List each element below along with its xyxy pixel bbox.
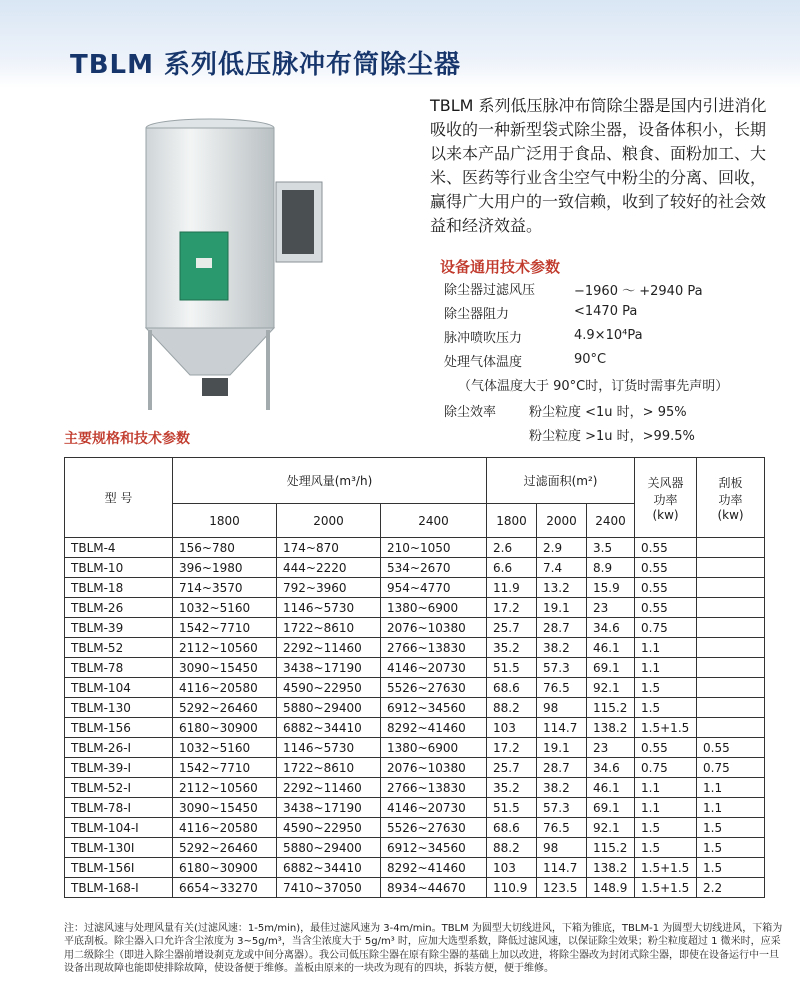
table-cell: TBLM-78 — [65, 658, 173, 678]
table-row — [65, 838, 765, 858]
table-cell: TBLM-156 — [65, 718, 173, 738]
table-cell: 46.1 — [587, 638, 635, 658]
table-cell: 2766~13830 — [381, 778, 487, 798]
table-cell: 0.75 — [635, 618, 697, 638]
table-cell — [697, 598, 765, 618]
table-cell: 23 — [587, 738, 635, 758]
table-cell: 2076~10380 — [381, 618, 487, 638]
table-cell: 1.1 — [635, 638, 697, 658]
table-cell: 1722~8610 — [277, 758, 381, 778]
table-cell: TBLM-130 — [65, 698, 173, 718]
table-cell: 68.6 — [487, 678, 537, 698]
table-cell: 13.2 — [537, 578, 587, 598]
table-cell: TBLM-4 — [65, 538, 173, 558]
table-cell: 2112~10560 — [173, 778, 277, 798]
table-row — [65, 658, 765, 678]
table-cell: 2112~10560 — [173, 638, 277, 658]
table-cell: 1032~5160 — [173, 598, 277, 618]
table-cell: 0.75 — [635, 758, 697, 778]
table-cell: 8934~44670 — [381, 878, 487, 898]
table-cell: 38.2 — [537, 638, 587, 658]
table-cell: 1542~7710 — [173, 618, 277, 638]
table-cell: 396~1980 — [173, 558, 277, 578]
footnote: 注：过滤风速与处理风量有关(过滤风速：1-5m/min)，最佳过滤风速为 3-4m/min。TBLM 为圆型大切线进风，下箱为锥底，TBLM-1 为圆型大切线进风，下箱为平底刮板。除尘器入口允许含尘浓度为 3~5g/m³，当含尘浓度大于 5g/m³ 时，应加大选型系数，降低过滤风速，以保证除尘效果；粉尘粒度超过 1 微米时，应采用二级除尘（即进入除尘器前增设刹克龙或中间分离器）。我公司低压除尘器在原有除尘器的基础上加以改进，将除尘器改为封闭式除尘器，即使在设备运行中一旦设备出现故障也能即使排除故障，使设备便于维修。盖板由原来的一块改为现有的四块，拆装方便，便于维修。 — [64, 923, 783, 974]
table-cell — [697, 638, 765, 658]
table-cell: 534~2670 — [381, 558, 487, 578]
table-cell: 1.5 — [635, 838, 697, 858]
spec-temp-note: （气体温度大于 90°C时，订货时需事先声明） — [458, 379, 729, 394]
table-cell: 103 — [487, 858, 537, 878]
table-cell: 1.5 — [635, 818, 697, 838]
table-cell: 46.1 — [587, 778, 635, 798]
table-heading: 主要规格和技术参数 — [64, 431, 190, 447]
table-cell: 1.5+1.5 — [635, 718, 697, 738]
table-cell: 6882~34410 — [277, 718, 381, 738]
scraper-power-header: 刮板 功率 (kw) — [697, 458, 765, 538]
table-cell: TBLM-130I — [65, 838, 173, 858]
table-cell: 98 — [537, 698, 587, 718]
table-cell: 88.2 — [487, 838, 537, 858]
table-cell: 3090~15450 — [173, 658, 277, 678]
table-cell: TBLM-39 — [65, 618, 173, 638]
table-cell: 4590~22950 — [277, 678, 381, 698]
table-cell: 8292~41460 — [381, 858, 487, 878]
table-cell: 1722~8610 — [277, 618, 381, 638]
airflow-header: 处理风量(m³/h) — [173, 458, 487, 504]
table-cell: TBLM-52 — [65, 638, 173, 658]
table-row — [65, 678, 765, 698]
table-cell: 6912~34560 — [381, 838, 487, 858]
table-cell: 2.2 — [697, 878, 765, 898]
table-row — [65, 598, 765, 618]
table-row — [65, 558, 765, 578]
table-cell: 3438~17190 — [277, 658, 381, 678]
table-row — [65, 698, 765, 718]
table-cell: 1.1 — [635, 658, 697, 678]
table-cell: 5292~26460 — [173, 838, 277, 858]
table-row — [65, 638, 765, 658]
table-row — [65, 718, 765, 738]
spec-value: 粉尘粒度 <1u 时，> 95% — [529, 405, 687, 420]
table-cell: 51.5 — [487, 658, 537, 678]
table-cell: 76.5 — [537, 678, 587, 698]
spec-label: 除尘效率 — [444, 405, 497, 420]
table-row — [65, 578, 765, 598]
table-cell: 0.55 — [635, 578, 697, 598]
table-cell: 4590~22950 — [277, 818, 381, 838]
table-cell: 68.6 — [487, 818, 537, 838]
table-cell: 1.5 — [697, 818, 765, 838]
table-cell: 1146~5730 — [277, 738, 381, 758]
table-cell: TBLM-18 — [65, 578, 173, 598]
spec-label: 处理气体温度 — [444, 355, 523, 370]
table-cell: 103 — [487, 718, 537, 738]
table-cell: 2.9 — [537, 538, 587, 558]
spec-label: 脉冲喷吹压力 — [444, 331, 523, 346]
table-row — [65, 818, 765, 838]
table-cell: TBLM-52-I — [65, 778, 173, 798]
table-cell: 138.2 — [587, 858, 635, 878]
table-row — [65, 858, 765, 878]
table-cell: 444~2220 — [277, 558, 381, 578]
table-cell: 2766~13830 — [381, 638, 487, 658]
table-cell: 17.2 — [487, 738, 537, 758]
table-cell: 2292~11460 — [277, 778, 381, 798]
table-cell: 6882~34410 — [277, 858, 381, 878]
page-header — [0, 0, 800, 88]
table-cell — [697, 678, 765, 698]
sub-header: 2000 — [277, 504, 381, 538]
table-cell: 1.1 — [697, 798, 765, 818]
table-cell: 5880~29400 — [277, 838, 381, 858]
table-cell: TBLM-78-I — [65, 798, 173, 818]
table-cell: 1.5 — [697, 838, 765, 858]
table-cell: 4146~20730 — [381, 658, 487, 678]
table-row — [65, 738, 765, 758]
spec-value: 90°C — [574, 352, 607, 367]
model-header: 型 号 — [65, 458, 173, 538]
table-cell: 114.7 — [537, 858, 587, 878]
table-cell: 0.75 — [697, 758, 765, 778]
sub-header: 1800 — [173, 504, 277, 538]
table-cell: 115.2 — [587, 698, 635, 718]
table-cell: 8292~41460 — [381, 718, 487, 738]
table-cell: 6180~30900 — [173, 858, 277, 878]
table-cell: TBLM-39-I — [65, 758, 173, 778]
table-cell: 1.5+1.5 — [635, 878, 697, 898]
table-cell — [697, 558, 765, 578]
table-cell: TBLM-26-I — [65, 738, 173, 758]
table-cell: 92.1 — [587, 818, 635, 838]
table-cell: 34.6 — [587, 618, 635, 638]
table-cell: 1.5 — [697, 858, 765, 878]
table-cell: TBLM-104-I — [65, 818, 173, 838]
table-cell: 1032~5160 — [173, 738, 277, 758]
table-cell: 3438~17190 — [277, 798, 381, 818]
table-cell: 76.5 — [537, 818, 587, 838]
spec-value: 粉尘粒度 >1u 时，>99.5% — [529, 429, 695, 444]
table-cell — [697, 658, 765, 678]
table-cell: 1.5 — [635, 678, 697, 698]
table-cell: 23 — [587, 598, 635, 618]
table-cell: 0.55 — [635, 538, 697, 558]
table-cell: 0.55 — [697, 738, 765, 758]
table-cell: TBLM-104 — [65, 678, 173, 698]
table-cell: 1.1 — [635, 778, 697, 798]
table-row — [65, 758, 765, 778]
dust-collector-image — [130, 110, 340, 420]
table-cell — [697, 618, 765, 638]
sub-header: 1800 — [487, 504, 537, 538]
table-cell: 8.9 — [587, 558, 635, 578]
table-cell: 1.5+1.5 — [635, 858, 697, 878]
table-cell: 88.2 — [487, 698, 537, 718]
table-cell: 792~3960 — [277, 578, 381, 598]
table-cell: 57.3 — [537, 798, 587, 818]
table-cell — [697, 578, 765, 598]
table-cell: 4116~20580 — [173, 678, 277, 698]
table-cell: 1.1 — [635, 798, 697, 818]
table-cell: 123.5 — [537, 878, 587, 898]
spec-label: 除尘器阻力 — [444, 307, 510, 322]
intro-paragraph: TBLM 系列低压脉冲布筒除尘器是国内引进消化吸收的一种新型袋式除尘器，设备体积小，长期以来本产品广泛用于食品、粮食、面粉加工、大米、医药等行业含尘空气中粉尘的分离、回收，赢得广大用户的一致信赖，收到了较好的社会效益和经济效益。 — [430, 96, 767, 235]
table-cell: 1380~6900 — [381, 598, 487, 618]
table-cell: 174~870 — [277, 538, 381, 558]
table-cell: 35.2 — [487, 778, 537, 798]
table-cell: 6.6 — [487, 558, 537, 578]
table-cell — [697, 718, 765, 738]
table-cell: 7410~37050 — [277, 878, 381, 898]
table-cell: 156~780 — [173, 538, 277, 558]
sub-header: 2400 — [381, 504, 487, 538]
table-cell: 1.5 — [635, 698, 697, 718]
table-cell — [697, 698, 765, 718]
table-cell: 5292~26460 — [173, 698, 277, 718]
table-cell: TBLM-10 — [65, 558, 173, 578]
table-cell: 148.9 — [587, 878, 635, 898]
table-cell: 11.9 — [487, 578, 537, 598]
table-cell: 6912~34560 — [381, 698, 487, 718]
sub-header: 2400 — [587, 504, 635, 538]
table-cell: 19.1 — [537, 738, 587, 758]
table-cell: 25.7 — [487, 618, 537, 638]
spec-value: <1470 Pa — [574, 304, 638, 319]
table-cell: 4146~20730 — [381, 798, 487, 818]
table-cell: 92.1 — [587, 678, 635, 698]
table-cell: 5526~27630 — [381, 678, 487, 698]
fan-power-header: 关风器 功率 (kw) — [635, 458, 697, 538]
table-cell: 69.1 — [587, 658, 635, 678]
table-cell: 210~1050 — [381, 538, 487, 558]
table-cell: 51.5 — [487, 798, 537, 818]
table-cell: 28.7 — [537, 618, 587, 638]
sub-header: 2000 — [537, 504, 587, 538]
table-cell: 138.2 — [587, 718, 635, 738]
spec-label: 除尘器过滤风压 — [444, 283, 536, 298]
table-cell: 5880~29400 — [277, 698, 381, 718]
area-header: 过滤面积(m²) — [487, 458, 635, 504]
table-cell: 69.1 — [587, 798, 635, 818]
table-cell: 38.2 — [537, 778, 587, 798]
table-cell: 98 — [537, 838, 587, 858]
table-cell: 5526~27630 — [381, 818, 487, 838]
page-title: TBLM 系列低压脉冲布筒除尘器 — [70, 50, 462, 80]
table-cell: TBLM-26 — [65, 598, 173, 618]
table-row — [65, 778, 765, 798]
table-cell: 3090~15450 — [173, 798, 277, 818]
table-row — [65, 798, 765, 818]
table-cell: 2292~11460 — [277, 638, 381, 658]
table-cell: 114.7 — [537, 718, 587, 738]
table-cell: 28.7 — [537, 758, 587, 778]
table-cell: 110.9 — [487, 878, 537, 898]
table-cell: 2076~10380 — [381, 758, 487, 778]
table-cell: 19.1 — [537, 598, 587, 618]
table-row — [65, 538, 765, 558]
table-cell: TBLM-168-I — [65, 878, 173, 898]
table-cell: 4116~20580 — [173, 818, 277, 838]
table-row — [65, 618, 765, 638]
table-cell: 0.55 — [635, 598, 697, 618]
table-cell: 115.2 — [587, 838, 635, 858]
table-cell: 57.3 — [537, 658, 587, 678]
table-cell: 3.5 — [587, 538, 635, 558]
table-cell: 1.1 — [697, 778, 765, 798]
table-cell: 0.55 — [635, 558, 697, 578]
table-cell: 15.9 — [587, 578, 635, 598]
table-cell: 35.2 — [487, 638, 537, 658]
table-cell: 714~3570 — [173, 578, 277, 598]
table-cell: 25.7 — [487, 758, 537, 778]
table-cell: 7.4 — [537, 558, 587, 578]
table-cell: TBLM-156I — [65, 858, 173, 878]
table-cell: 954~4770 — [381, 578, 487, 598]
spec-value: −1960 ～ +2940 Pa — [574, 284, 703, 299]
table-cell: 0.55 — [635, 738, 697, 758]
table-cell: 6180~30900 — [173, 718, 277, 738]
table-cell: 1146~5730 — [277, 598, 381, 618]
table-cell: 17.2 — [487, 598, 537, 618]
table-cell: 2.6 — [487, 538, 537, 558]
table-row — [65, 878, 765, 898]
table-cell: 1542~7710 — [173, 758, 277, 778]
table-cell: 1380~6900 — [381, 738, 487, 758]
table-cell: 6654~33270 — [173, 878, 277, 898]
spec-value: 4.9×10⁴Pa — [574, 328, 643, 343]
table-cell — [697, 538, 765, 558]
spec-heading: 设备通用技术参数 — [440, 258, 561, 276]
spec-table — [64, 457, 765, 898]
table-cell: 34.6 — [587, 758, 635, 778]
